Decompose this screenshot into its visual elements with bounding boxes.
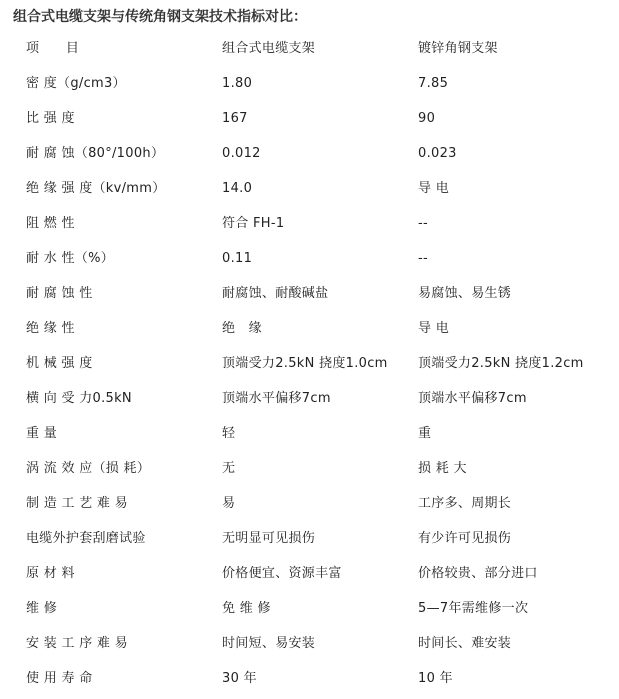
combined-bracket-value: 组合式电缆支架 (222, 40, 316, 56)
combined-bracket-value: 顶端受力2.5kN 挠度1.0cm (222, 355, 388, 371)
row-label: 横 向 受 力0.5kN (26, 390, 132, 406)
table-row (18, 381, 610, 416)
table-row (18, 311, 610, 346)
angle-steel-value: 易腐蚀、易生锈 (418, 285, 512, 301)
table-row (18, 626, 610, 661)
row-label: 机 械 强 度 (26, 355, 93, 371)
angle-steel-value: 5—7年需维修一次 (418, 600, 529, 616)
row-label: 安 装 工 序 难 易 (26, 635, 128, 651)
table-row (18, 101, 610, 136)
table-row (18, 451, 610, 486)
angle-steel-value: 顶端水平偏移7cm (418, 390, 527, 406)
angle-steel-value: 价格较贵、部分进口 (418, 565, 538, 581)
row-label: 涡 流 效 应（损 耗） (26, 460, 151, 476)
combined-bracket-value: 符合 FH-1 (222, 215, 285, 231)
angle-steel-value: -- (418, 215, 428, 231)
angle-steel-value: 10 年 (418, 670, 453, 686)
table-row (18, 591, 610, 626)
combined-bracket-value: 免 维 修 (222, 600, 271, 616)
row-label: 比 强 度 (26, 110, 75, 126)
combined-bracket-value: 易 (222, 495, 236, 511)
row-label: 绝 缘 强 度（kv/mm） (26, 180, 166, 196)
row-label: 重 量 (26, 425, 58, 441)
table-row (18, 206, 610, 241)
row-label: 密 度（g/cm3） (26, 75, 126, 91)
angle-steel-value: 0.023 (418, 145, 457, 161)
table-row (18, 276, 610, 311)
table-row (18, 521, 610, 556)
combined-bracket-value: 绝 缘 (222, 320, 262, 336)
combined-bracket-value: 价格便宜、资源丰富 (222, 565, 342, 581)
angle-steel-value: 7.85 (418, 75, 449, 91)
combined-bracket-value: 0.012 (222, 145, 261, 161)
comparison-table (18, 31, 610, 696)
table-row (18, 416, 610, 451)
row-label: 耐 腐 蚀（80°/100h） (26, 145, 165, 161)
row-label: 原 材 料 (26, 565, 75, 581)
row-label: 维 修 (26, 600, 58, 616)
combined-bracket-value: 耐腐蚀、耐酸碱盐 (222, 285, 329, 301)
row-label: 制 造 工 艺 难 易 (26, 495, 128, 511)
table-row (18, 486, 610, 521)
row-label: 电缆外护套刮磨试验 (26, 530, 146, 546)
table-row (18, 136, 610, 171)
table-row (18, 556, 610, 591)
table-row (18, 31, 610, 66)
row-label: 项 目 (26, 40, 80, 56)
row-label: 绝 缘 性 (26, 320, 75, 336)
table-row (18, 66, 610, 101)
angle-steel-value: 90 (418, 110, 436, 126)
table-row (18, 661, 610, 696)
table-row (18, 171, 610, 206)
angle-steel-value: 时间长、难安装 (418, 635, 512, 651)
table-row (18, 346, 610, 381)
combined-bracket-value: 无 (222, 460, 236, 476)
page-title: 组合式电缆支架与传统角钢支架技术指标对比： (13, 9, 307, 25)
combined-bracket-value: 顶端水平偏移7cm (222, 390, 331, 406)
angle-steel-value: 导 电 (418, 320, 450, 336)
row-label: 阻 燃 性 (26, 215, 75, 231)
combined-bracket-value: 30 年 (222, 670, 257, 686)
angle-steel-value: 顶端受力2.5kN 挠度1.2cm (418, 355, 584, 371)
combined-bracket-value: 轻 (222, 425, 236, 441)
row-label: 耐 腐 蚀 性 (26, 285, 93, 301)
table-row (18, 241, 610, 276)
combined-bracket-value: 1.80 (222, 75, 253, 91)
combined-bracket-value: 14.0 (222, 180, 253, 196)
row-label: 使 用 寿 命 (26, 670, 93, 686)
combined-bracket-value: 167 (222, 110, 248, 126)
angle-steel-value: 工序多、周期长 (418, 495, 512, 511)
angle-steel-value: 重 (418, 425, 432, 441)
row-label: 耐 水 性（%） (26, 250, 115, 266)
angle-steel-value: 有少许可见损伤 (418, 530, 512, 546)
angle-steel-value: -- (418, 250, 428, 266)
combined-bracket-value: 无明显可见损伤 (222, 530, 316, 546)
angle-steel-value: 损 耗 大 (418, 460, 467, 476)
angle-steel-value: 镀锌角钢支架 (418, 40, 498, 56)
combined-bracket-value: 时间短、易安装 (222, 635, 316, 651)
combined-bracket-value: 0.11 (222, 250, 253, 266)
angle-steel-value: 导 电 (418, 180, 450, 196)
